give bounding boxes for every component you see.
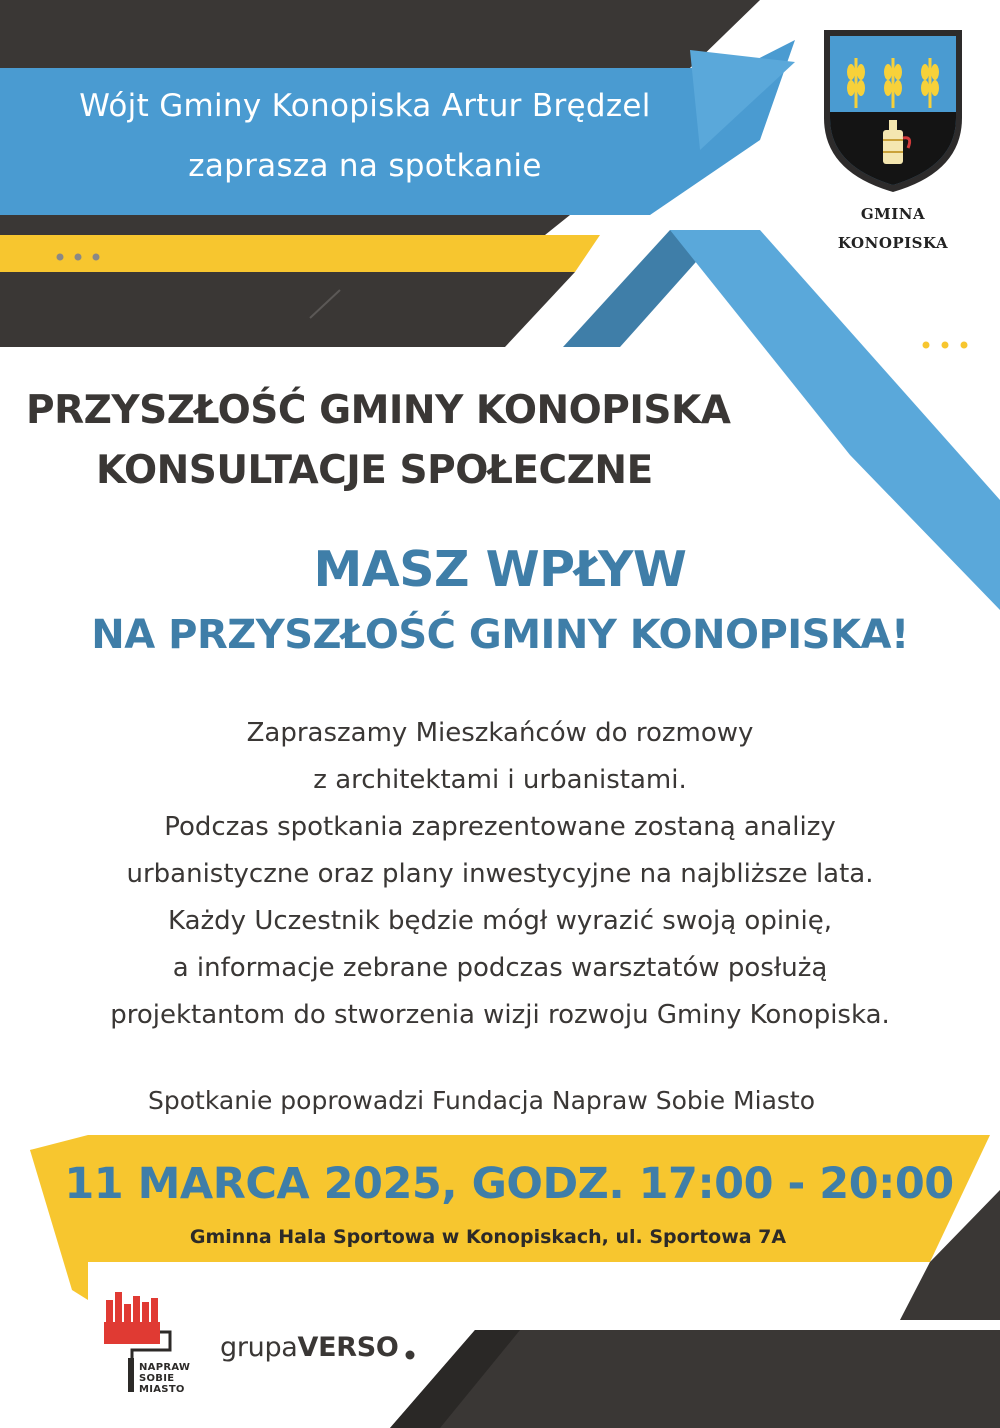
paragraph-line: Podczas spotkania zaprezentowane zostaną analizy: [164, 812, 836, 842]
paragraph-line: a informacje zebrane podczas warsztatów posłużą: [172, 953, 828, 983]
verso-part-1: grupa: [220, 1332, 298, 1363]
organizer-note: Spotkanie poprowadzi Fundacja Napraw Sobie Miasto: [148, 1086, 816, 1115]
paragraph-line: z architektami i urbanistami.: [313, 765, 687, 795]
paragraph-line: Zapraszamy Mieszkańców do rozmowy: [246, 718, 754, 748]
dark-strip-1: [0, 215, 570, 235]
verso-part-2: VERSO: [297, 1332, 399, 1363]
top-dark-band: [0, 0, 760, 68]
coat-of-arms-icon: [824, 30, 962, 192]
dark-strip-2: [0, 272, 575, 347]
paragraph-line: projektantom do stworzenia wizji rozwoju Gminy Konopiska.: [110, 1000, 890, 1030]
napraw-sobie-miasto-logo-text: [139, 1362, 190, 1395]
event-venue: Gminna Hala Sportowa w Konopiskach, ul. Sportowa 7A: [189, 1226, 787, 1248]
title-line-1: PRZYSZŁOŚĆ GMINY KONOPISKA: [26, 388, 731, 433]
paragraph-line: urbanistyczne oraz plany inwestycyjne na najbliższe lata.: [126, 859, 874, 889]
grupaverso-logo-icon: [406, 1351, 415, 1360]
event-datetime: 11 MARCA 2025, GODZ. 17:00 - 20:00: [64, 1159, 954, 1209]
crest-label-line-2: KONOPISKA: [837, 234, 949, 252]
title-line-2: KONSULTACJE SPOŁECZNE: [96, 448, 653, 493]
slogan-line-2: NA PRZYSZŁOŚĆ GMINY KONOPISKA!: [91, 612, 909, 658]
grupaverso-logo: [220, 1332, 399, 1363]
header-line-2: zaprasza na spotkanie: [188, 148, 542, 184]
crest-label-line-1: GMINA: [860, 205, 926, 223]
header-line-1: Wójt Gminy Konopiska Artur Brędzel: [79, 88, 651, 124]
slogan-line-1: MASZ WPŁYW: [313, 541, 687, 598]
paragraph-line: Każdy Uczestnik będzie mógł wyrazić swoją opinię,: [167, 906, 833, 936]
yellow-strip-1: [0, 235, 600, 272]
nsm-line-3: MIASTO: [139, 1384, 185, 1395]
invitation-paragraph: [0, 710, 1000, 1039]
nsm-line-2: SOBIE: [139, 1373, 175, 1384]
nsm-line-1: NAPRAW: [139, 1362, 191, 1373]
